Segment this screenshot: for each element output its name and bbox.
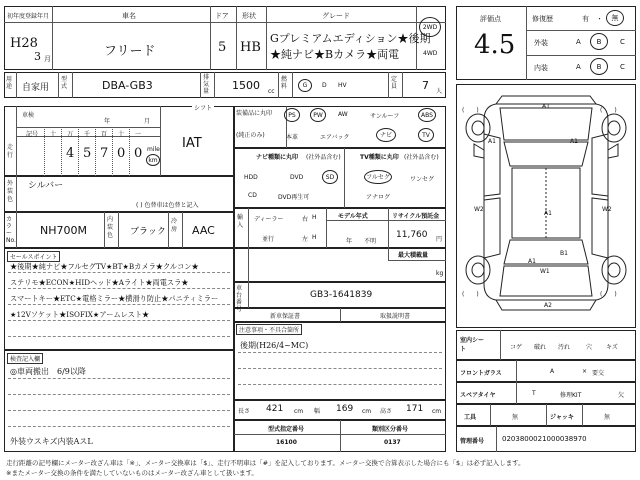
color-code-value: NH700M — [40, 224, 87, 237]
import-left: 左 — [302, 236, 309, 243]
dmg-a2: A2 — [544, 302, 552, 309]
navi-cd: CD — [248, 192, 257, 199]
front-glass-x: × — [582, 368, 588, 375]
month-unit: 月 — [44, 55, 51, 63]
seat-item: 穴 — [586, 344, 593, 351]
footer-note-1: 走行距離の記号欄にメーター改ざん車は「※」、メーター交換車は「$」、走行不明車は「#」を記入しております。メーター交換で合算表示した場合にも「$」は必ず記入します。 — [6, 459, 525, 467]
front-glass-replace: 要交 — [592, 370, 605, 377]
interior-grade-c: C — [620, 63, 625, 71]
spec-row — [4, 72, 446, 98]
equipment-note: (純正のみ) — [236, 132, 265, 139]
exterior-color-value: シルバー — [28, 181, 64, 191]
model-value: DBA-GB3 — [102, 79, 153, 92]
import-right: 右 — [302, 216, 309, 223]
repair-no-circled: 無 — [606, 10, 624, 26]
class-number-value: 0137 — [384, 439, 401, 446]
grade-line-2: ★純ナビ★Bカメラ★両電 — [270, 48, 400, 61]
mileage-memo-label: 記号 — [26, 131, 39, 138]
dmg-a1-top: A1 — [542, 103, 550, 110]
km-unit-circled: km — [146, 154, 160, 166]
tv-oneseg: ワンセグ — [410, 176, 435, 183]
cc-unit: cc — [268, 88, 275, 95]
digit-header: 万 — [67, 131, 74, 138]
equip-leather: 本革 — [286, 134, 299, 141]
tire-bracket: ( ) — [600, 107, 617, 114]
model-label: 型式 — [61, 76, 68, 90]
spare-missing: 欠 — [618, 392, 625, 399]
front-glass-label: フロントガラス — [460, 370, 502, 377]
import-dealer: ディーラー — [254, 216, 284, 223]
ac-label: 冷房 — [171, 218, 178, 233]
ac-value: AAC — [192, 224, 215, 237]
front-glass-a: A — [550, 368, 555, 375]
mileage-digit: 5 — [83, 146, 92, 161]
inspector-label: 検査記入欄 — [7, 353, 43, 364]
seat-item: キズ — [606, 344, 618, 351]
inspection-sheet: 初年度登録年月 H28 3 月 車名 フリード ドア 5 形状 HB グレード Gプレミアムエディション★後期 ★純ナビ★Bカメラ★両電 2WD 4WD 評価点 4.5 修復歴 有 ・ 無 外装 A B C 内装 A B C 用途 自家用 型式 DBA-GB3 排気量 1500 cc 燃料 G D HV 定員 7 人 車検 年 月 シフト IAT 走行 記号 十 万 千 百 十 一 4 5 7 0 0 mile km 装備品に丸印 (純正のみ) PS PW AW サンルーフ ABS 本革 エアバック ナビ TV ナビ種類に丸印 (社外品含む) HDD DVD SD CD DVD再生可 TV種類に丸印 (社外品含む) フルセグ ワンセグ アナログ 外装色 シルバー ( ) 色替車は色替と記入 カラーNo. NH700M 内装色 ブラック 冷房 AAC 輸入 ディーラー 並行 右 H 左 H モデル年式 年 不明 リサイクル預託金 11,760 円 最大積載量 kg セールスポイント ★後期★純ナビ★フルセグTV★BT★Bカメラ★クルコン★ ステリモ★ECON★HIDヘッド★Aライト★両電スラ★ スマートキー★ETC★電格ミラー★横滑り防止★パニティミラー ★12Vソケット★ISOFIX★アームレスト★ 車台番号 GB3-1641839 新車保証書 取扱説明書 注意事項・不具合箇所 後期(H26/4~MC) 検査記入欄 ◎車両搬出 6/9以降 外装ウスキズ内装AスL 長さ 421 cm 幅 169 cm 高さ 171 cm 型式指定番号 16100 類別区分番号 0137 室内シート コゲ 破れ 汚れ 穴 キズ フロントガラス A × 要交 スペアタイヤ T 修理KIT 欠 工具 無 ジャッキ 無 管理番号 0203800021000038970 ( ) ( ) ( ) ( ) A1 A1 A1 W2 W2 A1 B1 A1 W1 A2 — [4, 6, 636, 454]
notes-label: 注意事項・不具合箇所 — [236, 324, 302, 335]
fuel-label: 燃料 — [281, 76, 288, 90]
interior-color-value: ブラック — [130, 227, 166, 237]
exterior-grade-a: A — [576, 38, 581, 46]
chassis-value: GB3-1641839 — [310, 290, 373, 300]
class-number-label: 類別区分番号 — [372, 426, 409, 433]
seat-item: コゲ — [510, 344, 523, 351]
interior-grade-label: 内装 — [534, 64, 548, 72]
usage-value: 自家用 — [22, 83, 50, 93]
sales-point-line: ★12Vソケット★ISOFIX★アームレスト★ — [10, 310, 150, 319]
equip-navi-circled: ナビ — [376, 128, 396, 142]
chassis-label: 車台番号 — [236, 285, 243, 313]
dmg-a1-right: A1 — [570, 138, 578, 145]
interior-grade-a: A — [576, 63, 581, 71]
navi-hdd: HDD — [244, 174, 258, 181]
load-label: 最大積載量 — [398, 252, 429, 259]
dmg-a1-bottom: A1 — [528, 258, 536, 265]
tv-analog: アナログ — [366, 194, 391, 201]
width-label: 幅 — [314, 408, 321, 415]
length-value: 421 — [266, 404, 284, 414]
kg-unit: kg — [436, 270, 444, 277]
dmg-w2-left: W2 — [474, 206, 484, 213]
repair-label: 修復歴 — [532, 15, 553, 23]
car-name: フリード — [104, 44, 156, 59]
mileage-digit: 0 — [117, 146, 126, 161]
tools-label: 工具 — [464, 414, 477, 421]
grade-line-1: Gプレミアムエディション★後期 — [270, 32, 431, 45]
spare-kit: 修理KIT — [560, 392, 582, 399]
recycle-value: 11,760 — [396, 230, 428, 240]
navi-sd-circled: SD — [322, 170, 338, 184]
shape-label: 形状 — [242, 12, 256, 20]
tools-value: 無 — [512, 414, 519, 421]
spare-label: スペアタイヤ — [460, 392, 496, 399]
notes-text: 後期(H26/4~MC) — [240, 341, 309, 350]
drive-2wd-circled: 2WD — [419, 17, 441, 37]
displacement-label: 排気量 — [203, 74, 210, 95]
person-unit: 人 — [436, 88, 443, 95]
usage-label: 用途 — [6, 76, 13, 90]
digit-header: 百 — [101, 131, 108, 138]
management-value: 0203800021000038970 — [502, 435, 587, 443]
navi-dvd: DVD — [290, 174, 304, 181]
shape-value: HB — [240, 40, 261, 55]
equip-abs-circled: ABS — [418, 108, 436, 122]
mileage-label: 走行 — [7, 144, 14, 159]
tire-bracket: ( ) — [462, 291, 479, 298]
inspector-line-1: ◎車両搬出 6/9以降 — [10, 367, 86, 376]
seat-item: 汚れ — [558, 344, 571, 351]
color-change-note: ( ) 色替車は色替と記入 — [136, 202, 199, 209]
tire-bracket: ( ) — [600, 291, 617, 298]
width-unit: cm — [362, 408, 372, 415]
new-car-warranty: 新車保証書 — [270, 313, 301, 320]
name-label: 車名 — [122, 12, 136, 20]
exterior-color-label: 外装色 — [7, 180, 14, 203]
equip-pw-circled: PW — [310, 108, 326, 122]
dmg-a1-left: A1 — [488, 138, 496, 145]
management-label: 管理番号 — [460, 438, 485, 445]
tv-types-note: (社外品含む) — [404, 154, 439, 161]
shift-value: IAT — [182, 136, 202, 151]
exterior-grade-c: C — [620, 38, 625, 46]
import-handle-top: H — [312, 214, 317, 221]
equip-aw: AW — [338, 111, 348, 118]
jack-label: ジャッキ — [550, 414, 574, 421]
width-value: 169 — [336, 404, 354, 414]
fuel-g-circled: G — [298, 79, 312, 92]
import-parallel: 並行 — [262, 236, 275, 243]
spare-t: T — [532, 390, 536, 397]
doors-value: 5 — [218, 40, 227, 55]
footer-note-2: ※またメーター交換の条件を満たしていないものはメーター改ざん車として扱います。 — [6, 469, 258, 477]
interior-grade-b-circled: B — [590, 58, 608, 75]
model-year-label: モデル年式 — [338, 213, 368, 220]
navi-types-label: ナビ種類に丸印 — [256, 154, 299, 161]
displacement-value: 1500 — [232, 79, 260, 92]
mile-unit: mile — [147, 146, 160, 153]
jack-value: 無 — [604, 414, 611, 421]
fuel-hv: HV — [338, 82, 347, 89]
dmg-b1: B1 — [560, 250, 568, 257]
seat-label: 室内シート — [460, 337, 485, 353]
sales-points-label: セールスポイント — [7, 251, 60, 262]
owners-manual: 取扱説明書 — [380, 313, 411, 320]
seat-item: 破れ — [534, 344, 547, 351]
inspection-label: 車検 — [22, 112, 35, 119]
equip-airbag: エアバック — [320, 134, 350, 141]
dmg-w2-right: W2 — [602, 206, 612, 213]
first-reg-month: 3 — [34, 50, 41, 63]
equip-tv-circled: TV — [418, 128, 434, 142]
length-unit: cm — [294, 408, 304, 415]
import-handle-bottom: H — [312, 234, 317, 241]
inspection-year: 年 — [104, 118, 111, 125]
exterior-grade-b-circled: B — [590, 33, 608, 50]
fuel-d: D — [322, 82, 327, 89]
mileage-digit: 4 — [66, 146, 75, 161]
mileage-digit: 7 — [100, 146, 109, 161]
sales-point-line: ★後期★純ナビ★フルセグTV★BT★Bカメラ★クルコン★ — [10, 262, 199, 271]
capacity-value: 7 — [422, 79, 429, 92]
sales-point-line: スマートキー★ETC★電格ミラー★横滑り防止★パニティミラー — [10, 294, 219, 303]
height-unit: cm — [432, 408, 442, 415]
first-reg-label: 初年度登録年月 — [7, 13, 50, 20]
drive-4wd: 4WD — [423, 50, 438, 57]
tire-bracket: ( ) — [462, 107, 479, 114]
exterior-grade-label: 外装 — [534, 39, 548, 47]
inspector-line-last: 外装ウスキズ内装AスL — [10, 437, 93, 446]
yen-unit: 円 — [436, 236, 443, 243]
grade-label: グレード — [322, 12, 350, 20]
tv-fullseg-circled: フルセグ — [364, 170, 392, 184]
type-designation-label: 型式指定番号 — [268, 426, 305, 433]
import-label: 輸入 — [237, 214, 244, 229]
digit-header: 千 — [84, 131, 91, 138]
interior-color-label: 内装色 — [107, 216, 114, 239]
equipment-label: 装備品に丸印 — [236, 110, 273, 117]
equip-ps-circled: PS — [284, 108, 300, 122]
equip-sunroof: サンルーフ — [370, 113, 400, 120]
navi-types-note: (社外品含む) — [306, 154, 341, 161]
mileage-digit: 0 — [134, 146, 143, 161]
type-designation-value: 16100 — [276, 439, 297, 446]
repair-yes: 有 — [582, 15, 589, 23]
dmg-w1: W1 — [540, 268, 550, 275]
shift-label: シフト — [194, 105, 213, 112]
length-label: 長さ — [238, 408, 251, 415]
digit-header: 一 — [135, 131, 142, 138]
recycle-label: リサイクル預託金 — [392, 213, 440, 220]
dmg-a1-mid: A1 — [544, 210, 552, 217]
sales-point-line: ステリモ★ECON★HIDヘッド★Aライト★両電スラ★ — [10, 278, 189, 287]
score-value: 4.5 — [474, 30, 516, 60]
model-year-unknown: 不明 — [364, 238, 377, 245]
score-label: 評価点 — [480, 15, 501, 23]
first-reg-era: H28 — [10, 36, 38, 51]
model-year-unit: 年 — [346, 238, 353, 245]
navi-dvd-play: DVD再生可 — [278, 194, 310, 201]
height-label: 高さ — [380, 408, 393, 415]
digit-header: 十 — [118, 131, 125, 138]
tv-types-label: TV種類に丸印 — [360, 154, 399, 161]
capacity-label: 定員 — [391, 76, 398, 90]
color-code-label: カラーNo. — [6, 216, 16, 244]
doors-label: ドア — [215, 12, 229, 20]
height-value: 171 — [406, 404, 424, 414]
digit-header: 十 — [50, 131, 57, 138]
inspection-month: 月 — [144, 118, 151, 125]
